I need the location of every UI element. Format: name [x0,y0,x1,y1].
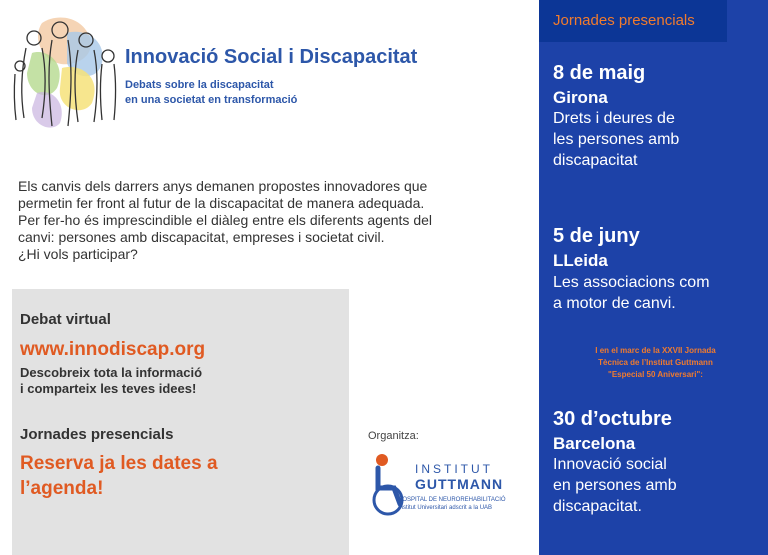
intro-line: ¿Hi vols participar? [18,246,138,262]
event-desc-line: en persones amb [553,477,677,494]
note-line: "Especial 50 Aniversari": [608,370,703,379]
event-desc-line: a motor de canvi. [553,295,676,312]
organizer-name-line1: INSTITUT [415,462,493,476]
events-sidebar [539,0,768,555]
virtual-desc-line: Descobreix tota la informació [20,365,203,380]
event-desc-line: les persones amb [553,131,680,148]
virtual-desc-line: i comparteix les teves idees! [20,381,197,396]
organizer-subtext-line: Institut Universitari adscrit a la UAB [398,505,493,511]
presencial-heading: Jornades presencials [20,426,174,443]
event-desc-line: Drets i deures de [553,110,675,127]
note-line: I en el marc de la XXVII Jornada [595,346,716,355]
subtitle-line: Debats sobre la discapacitat [125,79,274,91]
intro-line: Els canvis dels darrers anys demanen propostes innovadores que [18,178,428,194]
event-city: Girona [553,88,608,107]
jornada-note [553,345,758,381]
event-city: Barcelona [553,434,636,453]
event-description [553,454,677,517]
event-city: LLeida [553,251,608,270]
event-desc-line: Les associacions com [553,274,710,291]
cta-line: l’agenda! [20,478,104,499]
event-description [553,272,710,314]
organizer-subtext [398,496,508,512]
event-date: 5 de juny [553,225,640,247]
event-date: 8 de maig [553,62,646,84]
intro-paragraph [18,178,486,263]
sidebar-header-label: Jornades presencials [553,12,695,29]
project-subtitle [125,78,297,108]
intro-line: Per fer-ho és imprescindible el diàleg entre els diferents agents del [18,212,433,228]
sidebar-header [539,0,727,42]
project-title: Innovació Social i Discapacitat [125,46,418,68]
website-link[interactable]: www.innodiscap.org [20,339,206,360]
event-description [553,108,679,171]
organizer-name-line2: GUTTMANN [415,476,504,492]
virtual-description [20,365,202,397]
info-box [12,289,349,555]
intro-line: canvi: persones amb discapacitat, empreses i societat civil. [18,229,385,245]
people-sketch-logo [12,8,122,138]
organizer-subtext-line: HOSPITAL DE NEUROREHABILITACIÓ [398,497,506,503]
event-date: 30 d’octubre [553,408,672,430]
agenda-cta [20,451,218,501]
event-desc-line: discapacitat [553,152,638,169]
virtual-debate-heading: Debat virtual [20,311,111,328]
subtitle-line: en una societat en transformació [125,94,298,106]
event-desc-line: discapacitat. [553,498,642,515]
note-line: Tècnica de l’Institut Guttmann [598,358,713,367]
cta-line: Reserva ja les dates a [20,453,218,474]
intro-line: permetin fer front al futur de la discapacitat de manera adequada. [18,195,425,211]
organizer-label: Organitza: [368,430,419,442]
event-desc-line: Innovació social [553,456,667,473]
